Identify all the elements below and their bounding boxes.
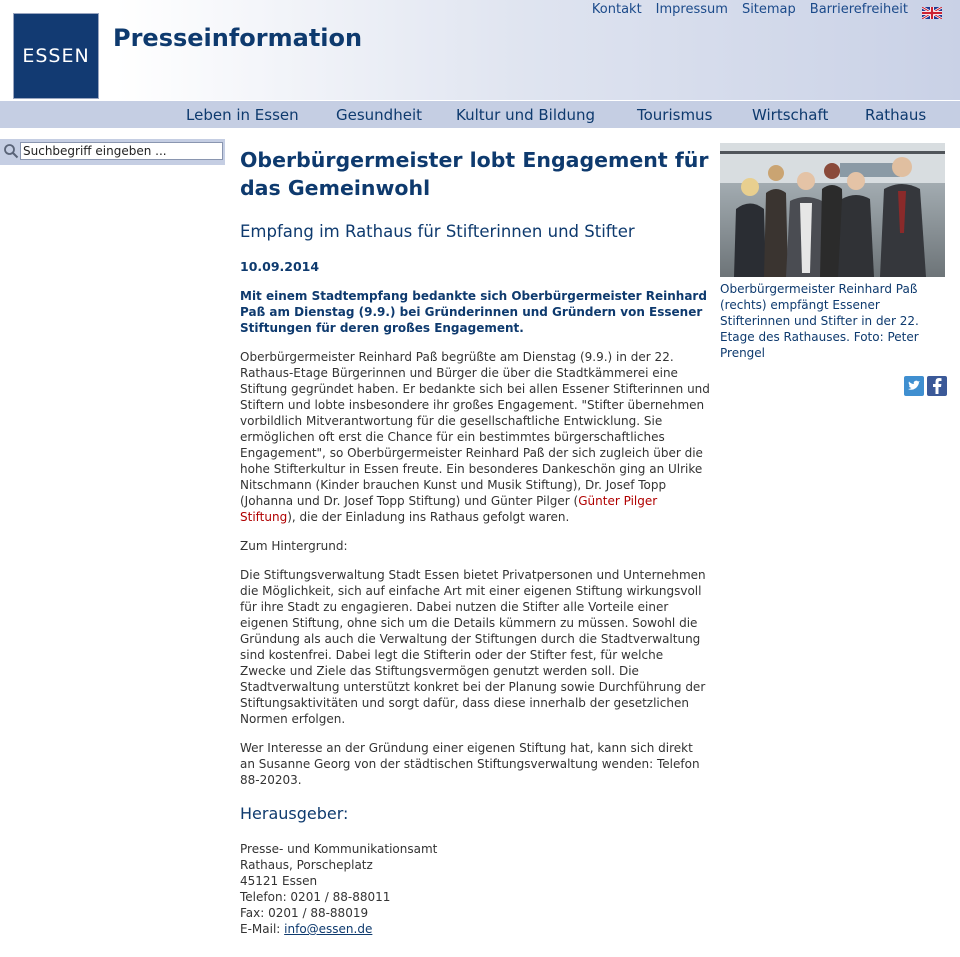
publisher-line: Fax: 0201 / 88-88019 xyxy=(240,906,369,920)
nav-item-gesundheit[interactable]: Gesundheit xyxy=(336,106,422,124)
nav-item-kultur-und-bildung[interactable]: Kultur und Bildung xyxy=(456,106,596,124)
publisher-line: 45121 Essen xyxy=(240,874,318,888)
main-navigation xyxy=(0,100,960,128)
meta-link-kontakt[interactable]: Kontakt xyxy=(591,2,642,17)
article xyxy=(240,146,710,937)
nav-item-rathaus[interactable]: Rathaus xyxy=(865,106,927,124)
email-link[interactable]: info@essen.de xyxy=(284,922,373,936)
search-icon[interactable] xyxy=(3,143,19,159)
meta-navigation xyxy=(578,2,942,17)
publisher-line: Rathaus, Porscheplatz xyxy=(240,858,373,872)
meta-link-impressum[interactable]: Impressum xyxy=(655,2,728,17)
nav-item-leben-in-essen[interactable]: Leben in Essen xyxy=(186,106,299,124)
search-input[interactable] xyxy=(20,142,223,160)
article-lead: Mit einem Stadtempfang bedankte sich Oberbürgermeister Reinhard Paß am Dienstag (9.9.) bei Gründerinnen und Gründern von Essener Stiftungen für deren großes Engagement. xyxy=(240,289,707,335)
essen-logo[interactable]: ESSEN xyxy=(13,13,99,99)
article-date: 10.09.2014 xyxy=(240,259,320,274)
publisher-line: Telefon: 0201 / 88-88011 xyxy=(240,890,391,904)
guenter-pilger-stiftung-link[interactable]: Günter Pilger Stiftung xyxy=(240,494,658,524)
email-label: E-Mail: xyxy=(240,922,285,936)
publisher-info xyxy=(240,841,710,937)
nav-item-wirtschaft[interactable]: Wirtschaft xyxy=(752,106,829,124)
twitter-icon[interactable] xyxy=(904,376,924,396)
meta-link-barrierefreiheit[interactable]: Barrierefreiheit xyxy=(809,2,908,17)
article-paragraph-1 xyxy=(240,349,710,525)
publisher-line: Presse- und Kommunikationsamt xyxy=(240,842,438,856)
site-header xyxy=(0,0,960,100)
article-photo[interactable] xyxy=(720,143,945,277)
publisher-heading: Herausgeber: xyxy=(240,804,349,823)
article-headline: Oberbürgermeister lobt Engagement für das Gemeinwohl xyxy=(240,148,709,200)
share-buttons xyxy=(901,376,947,396)
site-title: Presseinformation xyxy=(113,24,363,52)
facebook-icon[interactable] xyxy=(927,376,947,396)
article-paragraph-2: Die Stiftungsverwaltung Stadt Essen bietet Privatpersonen und Unternehmen die Möglichkeit, sich auf einfache Art mit einer eigenen Stiftung wirkungsvoll für ihre Stadt zu engagieren. Dabei nutzen die Stifter alle Vorteile einer eigenen Stiftung, ohne sich um die Details kümmern zu müssen. Sowohl die Gründung als auch die Verwaltung der Stiftungen durch die Stadtverwaltung sind kostenfrei. Dabei legt die Stifterin oder der Stifter fest, für welche Zwecke und Ziele das Stiftungsvermögen genutzt werden soll. Die Stadtverwaltung unterstützt konkret bei der Planung sowie Durchführung der Stiftungsaktivitäten und sorgt dafür, dass diese innerhalb der gesetzlichen Normen erfolgen. xyxy=(240,568,706,726)
article-subheadline: Empfang im Rathaus für Stifterinnen und Stifter xyxy=(240,222,635,241)
nav-item-tourismus[interactable]: Tourismus xyxy=(637,106,713,124)
search-box xyxy=(0,139,225,165)
article-paragraph-3: Wer Interesse an der Gründung einer eigenen Stiftung hat, kann sich direkt an Susanne Georg von der städtischen Stiftungsverwaltung wenden: Telefon 88-20203. xyxy=(240,741,700,787)
publisher-email-line xyxy=(240,921,710,937)
paragraph-text: ), die der Einladung ins Rathaus gefolgt waren. xyxy=(287,510,570,524)
meta-link-sitemap[interactable]: Sitemap xyxy=(741,2,796,17)
photo-caption: Oberbürgermeister Reinhard Paß (rechts) empfängt Essener Stifterinnen und Stifter in der 22. Etage des Rathauses. Foto: Peter Prengel xyxy=(720,282,919,360)
uk-flag-icon[interactable] xyxy=(922,4,942,16)
background-label: Zum Hintergrund: xyxy=(240,539,348,553)
paragraph-text: Oberbürgermeister Reinhard Paß begrüßte am Dienstag (9.9.) in der 22. Rathaus-Etage Bürgerinnen und Bürger die über die Stadtkämmerei eine Stiftung gegründet haben. Er bedankte sich bei allen Essener Stifterinnen und Stiftern und lobte insbesondere ihr großes Engagement. "Stifter übernehmen vorbildlich Mitverantwortung für die gesellschaftliche Entwicklung. Sie ermöglichen oft erst die Chance für ein bestimmtes bürgerschaftliches Engagement", so Oberbürgermeister Reinhard Paß der sich zugleich über die hohe Stifterkultur in Essen freute. Ein besonderes Dankeschön ging an Ulrike Nitschmann (Kinder brauchen Kunst und Musik Stiftung), Dr. Josef Topp (Johanna und Dr. Josef Topp Stiftung) und Günter Pilger ( xyxy=(240,350,710,508)
